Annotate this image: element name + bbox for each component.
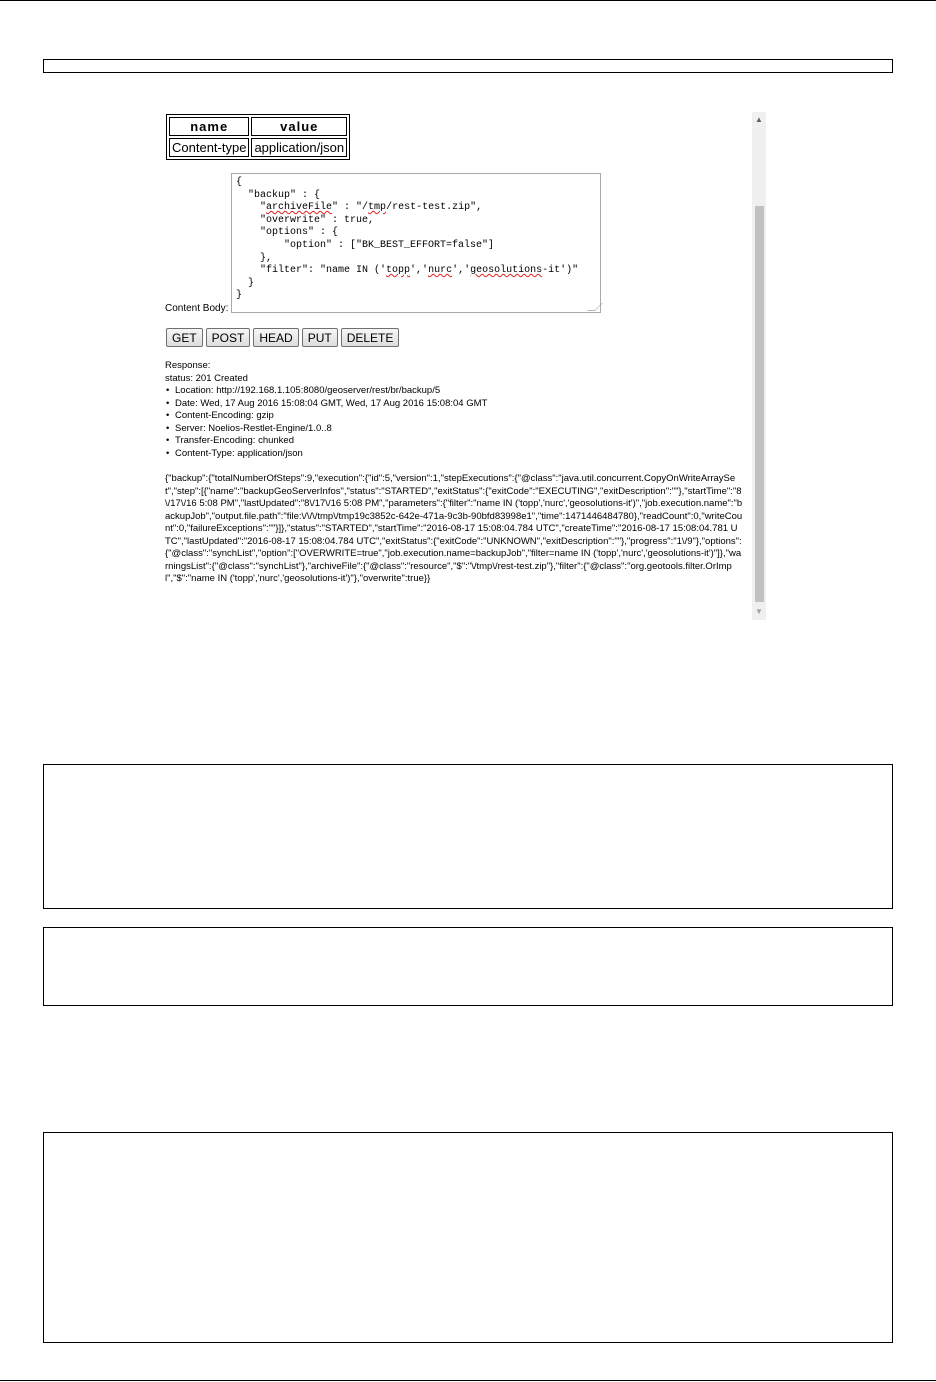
page-top-rule [0, 0, 936, 1]
content-body-textarea[interactable] [231, 173, 601, 313]
empty-code-box-1 [43, 764, 893, 909]
response-label: Response: [165, 360, 211, 371]
head-button[interactable]: HEAD [253, 328, 298, 347]
get-button[interactable]: GET [166, 328, 203, 347]
list-item: • Transfer-Encoding: chunked [175, 435, 487, 448]
rest-client-screenshot [163, 112, 766, 620]
header-name-column: name [169, 117, 249, 136]
header-value-column: value [251, 117, 347, 136]
header-value-cell[interactable]: application/json [251, 138, 347, 157]
header-name-cell[interactable]: Content-type [169, 138, 249, 157]
content-body-text[interactable]: { "backup" : { "archiveFile" : "/tmp/rest-test.zip", "overwrite" : true, "options" : { "option" : ["BK_BEST_EFFORT=false"] }, "filter": "name IN ('topp','nurc','geosolutions-it')" } } [236, 177, 579, 302]
vertical-scrollbar[interactable] [752, 112, 766, 620]
list-item: • Location: http://192.168.1.105:8080/geoserver/rest/br/backup/5 [175, 385, 487, 398]
empty-code-box-3 [43, 1132, 893, 1343]
page-bottom-rule [0, 1380, 936, 1381]
list-item: • Date: Wed, 17 Aug 2016 15:08:04 GMT, Wed, 17 Aug 2016 15:08:04 GMT [175, 398, 487, 411]
delete-button[interactable]: DELETE [341, 328, 400, 347]
put-button[interactable]: PUT [302, 328, 338, 347]
response-status: status: 201 Created [165, 372, 248, 384]
content-body-label: Content Body: [165, 303, 229, 314]
post-button[interactable]: POST [206, 328, 251, 347]
table-row [169, 138, 347, 157]
scroll-down-arrow-icon[interactable]: ▼ [755, 607, 763, 616]
list-item: • Server: Noelios-Restlet-Engine/1.0..8 [175, 423, 487, 436]
list-item: • Content-Type: application/json [175, 448, 487, 461]
request-headers-table [166, 114, 350, 160]
response-section [165, 360, 487, 460]
empty-code-box-top [43, 59, 893, 73]
empty-code-box-2 [43, 927, 893, 1006]
response-headers-list [165, 385, 487, 460]
scrollbar-thumb[interactable] [755, 206, 764, 602]
list-item: • Content-Encoding: gzip [175, 410, 487, 423]
response-body: {"backup":{"totalNumberOfSteps":9,"execution":{"id":5,"version":1,"stepExecutions":{"@class":"java.util.concurrent.CopyOnWriteArraySet","step":[{"name":"backupGeoServerInfos","status":"STARTED","exitStatus":{"exitCode":"EXECUTING","exitDescription":""},"startTime":"8\/17\/16 5:08 PM","lastUpdated":"8\/17\/16 5:08 PM","parameters":{"filter":"name IN ('topp','nurc','geosolutions-it')","job.execution.name":"backupJob","output.file.path":"file:\/\/\/tmp\/tmp19c3852c-642e-471a-9c3b-90bfd83998e1","time":1471446484780},"readCount":0,"writeCount":0,"failureExceptions":""}]},"status":"STARTED","startTime":"2016-08-17 15:08:04.784 UTC","createTime":"2016-08-17 15:08:04.781 UTC","lastUpdated":"2016-08-17 15:08:04.784 UTC","exitStatus":{"exitCode":"UNKNOWN","exitDescription":""},"progress":"1\/9"},"options":{"@class":"synchList","option":["OVERWRITE=true","job.execution.name=backupJob","filter=name IN ('topp','nurc','geosolutions-it')"]},"warningsList":{"@class":"synchList"},"archiveFile":{"@class":"resource","$":"\/tmp\/rest-test.zip"},"filter":{"@class":"org.geotools.filter.OrImpl","$":"name IN ('topp','nurc','geosolutions-it')"},"overwrite":true}} [165, 473, 743, 584]
scroll-up-arrow-icon[interactable]: ▲ [755, 115, 763, 124]
http-method-toolbar [166, 328, 399, 347]
